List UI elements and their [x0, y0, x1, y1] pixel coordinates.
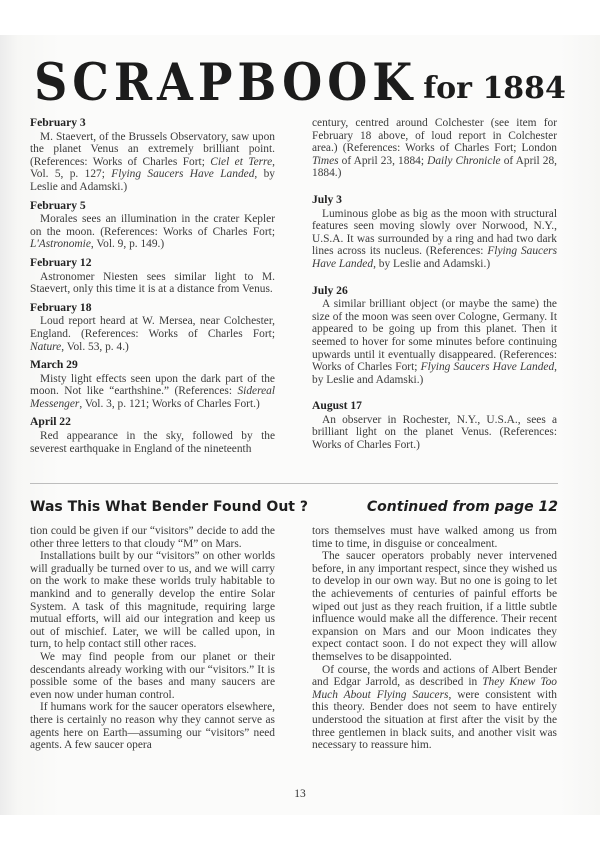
scrapbook-entry	[312, 194, 557, 271]
text-run: Installations built by our “visitors” on other worlds will gradually be turned over to us, and we will carry on the work to make these worlds truly habitable to mankind and to generally develop the entire Solar System. A task of this magnitude, requiring large mutual efforts, will aid our integration and keep us out of mischief. Later, we will be called upon, in turn, to help contact still other races.	[30, 550, 275, 651]
entry-date: March 29	[30, 358, 78, 372]
entry-body	[312, 298, 557, 386]
entry-body	[30, 373, 275, 411]
entry-date: April 22	[30, 415, 71, 429]
article-title: Was This What Bender Found Out ?	[30, 499, 308, 515]
entry-body	[30, 131, 275, 194]
text-run: The saucer operators probably never intervened before, in any important respect, since they wished us to develop in our own way. But no one is going to let the achievements of centuries of painful efforts be wiped out just as they reach fruition, if a little subtle influence would make all the difference. Their recent expansion on Mars and our Moon indicates they expect contact soon. I do not expect they will allow themselves to be disappointed.	[312, 550, 557, 663]
article-paragraph	[30, 651, 275, 701]
scrapbook-entry	[30, 302, 275, 353]
entry-date: August 17	[312, 399, 362, 413]
citation-title: Flying Saucers Have Landed	[312, 245, 558, 270]
text-run: , Vol. 9, p. 149.)	[90, 238, 165, 251]
text-run: , Vol. 3, p. 121; Works of Charles Fort.)	[79, 397, 260, 410]
text-run: , by Leslie and Adamski.)	[30, 168, 275, 193]
text-run: Red appearance in the sky, followed by the severest earthquake in England of the nineteenth	[30, 430, 275, 455]
scrapbook-left-column	[30, 117, 275, 461]
text-run: A similar brilliant object (or maybe the same) the size of the moon was seen over Cologne, Germany. It appeared to be going up from this planet. Then it seemed to hover for some minutes before continuing upwards until it eventually disappeared. (References: Works of Charles Fort;	[312, 298, 557, 374]
entry-date: February 5	[30, 198, 86, 212]
text-run: , by Leslie and Adamski.)	[373, 257, 491, 270]
text-run: century, centred around Colchester (see item for February 18 above, of loud report in Colchester area.) (References: Works of Charles Fort; London	[312, 117, 557, 155]
article-paragraph	[312, 525, 557, 550]
text-run: tion could be given if our “visitors” decide to add the other three letters to that cloudy “M” on Mars.	[30, 525, 275, 550]
entry-body	[312, 414, 557, 452]
article-left-column	[30, 525, 275, 752]
citation-title: Flying Saucers Have Landed	[111, 168, 255, 181]
page-number: 13	[294, 788, 306, 800]
text-run: of April 23, 1884;	[338, 154, 428, 167]
article-paragraph	[312, 664, 557, 752]
section-divider	[30, 483, 558, 484]
scrapbook-entry	[312, 285, 557, 387]
article-paragraph	[30, 525, 275, 550]
citation-title: Ciel et Terre	[210, 155, 273, 168]
text-run: Luminous globe as big as the moon with structural features seen moving slowly over Norwood, N.Y., U.S.A. It was surrounded by a ring and had two dark lines across its nucleus. (References:	[312, 207, 557, 258]
entry-date: February 12	[30, 255, 92, 269]
continued-from-note: Continued from page 12	[366, 499, 558, 515]
citation-title: Daily Chronicle	[427, 154, 501, 167]
text-run: We may find people from our planet or their descendants already working with our “visitors.” It is possible some of the bases and many saucers are even now under human control.	[30, 650, 275, 701]
entry-date: February 3	[30, 116, 86, 129]
citation-title: They Knew Too Much About Flying Saucers	[312, 676, 557, 701]
scrapbook-title-main: SCRAPBOOK	[34, 51, 418, 113]
scrapbook-entry	[30, 257, 275, 296]
entry-date: February 18	[30, 300, 92, 314]
scrapbook-title	[0, 51, 600, 113]
article-paragraph	[30, 550, 275, 651]
citation-title: Times	[312, 154, 339, 167]
article-right-column	[312, 525, 557, 752]
scrapbook-entry-continuation	[312, 117, 557, 180]
text-run: Morales sees an illumination in the crater Kepler on the moon. (References: Works of Charles Fort;	[30, 213, 275, 238]
text-run: Astronomer Niesten sees similar light to M. Staevert, only this time it is at a distance from Venus.	[30, 270, 275, 296]
citation-title: L'Astronomie	[30, 238, 91, 251]
text-run: Of course, the words and actions of Albert Bender and Edgar Jarrold, as described in	[312, 663, 557, 689]
text-run: tors themselves must have walked among us from time to time, in disguise or concealment.	[312, 525, 557, 550]
scrapbook-entry	[30, 117, 275, 194]
citation-title: Sidereal Messenger	[30, 385, 275, 410]
article-paragraph	[30, 701, 275, 751]
scrapbook-right-column	[312, 117, 557, 458]
text-run: , were consistent with this theory. Bender does not seem to have entirely understood the situation at first after the visit by the three gentlemen in black suits, and another visit was necessary to reassure him.	[312, 688, 557, 752]
entry-date: July 3	[312, 192, 342, 206]
text-run: Misty light effects seen upon the dark part of the moon. Not like “earthshine.” (References:	[30, 372, 275, 398]
text-run: , Vol. 53, p. 4.)	[61, 340, 129, 353]
scrapbook-entry	[30, 359, 275, 410]
scrapbook-entry	[30, 200, 275, 251]
text-run: M. Staevert, of the Brussels Observatory, saw upon the planet Venus an extremely brilliant point. (References: Works of Charles Fort;	[30, 130, 275, 168]
entry-body	[30, 213, 275, 251]
text-run: If humans work for the saucer operators elsewhere, there is certainly no reason why they cannot serve as agents here on Earth—assuming our “visitors” need agents. A few saucer opera	[30, 701, 275, 752]
scrapbook-entry	[312, 400, 557, 451]
entry-date: July 26	[312, 283, 348, 297]
entry-body	[312, 208, 557, 271]
text-run: , Vol. 5, p. 127;	[30, 155, 275, 181]
scrapbook-entry	[30, 416, 275, 455]
entry-body	[30, 315, 275, 353]
entry-body	[30, 430, 275, 455]
citation-title: Flying Saucers Have Landed	[420, 361, 555, 374]
scrapbook-title-year: for 1884	[423, 71, 566, 106]
text-run: of April 28, 1884.)	[312, 154, 558, 180]
magazine-page	[0, 35, 600, 815]
citation-title: Nature	[30, 340, 62, 353]
text-run: An observer in Rochester, N.Y., U.S.A., sees a brilliant light on the planet Venus. (References: Works of Charles Fort.)	[312, 413, 557, 452]
entry-body	[30, 271, 275, 296]
article-header	[30, 499, 558, 515]
text-run: Loud report heard at W. Mersea, near Colchester, England. (References: Works of Charles Fort;	[30, 315, 275, 340]
text-run: , by Leslie and Adamski.)	[312, 361, 557, 386]
article-paragraph	[312, 550, 557, 663]
